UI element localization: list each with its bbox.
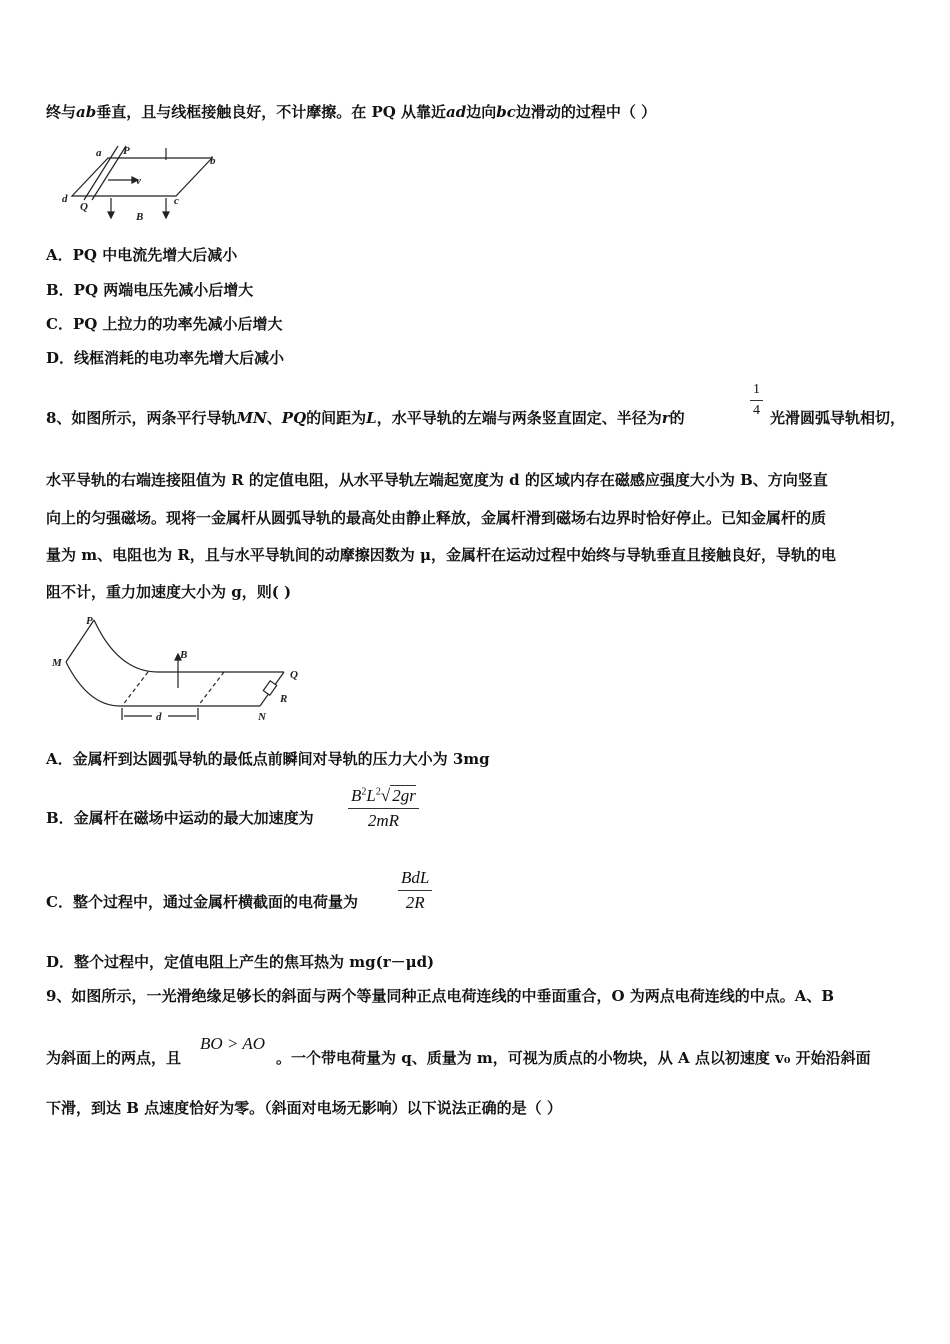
- q8-quarter-den: 4: [753, 403, 760, 418]
- q8-quarter-num: 1: [750, 382, 763, 401]
- q8-rail-mn: MN: [236, 409, 267, 427]
- q7-option-d: D．线框消耗的电功率先增大后减小: [46, 349, 285, 367]
- label-q: Q: [290, 669, 298, 681]
- q7-intro-mid2: 边向: [466, 103, 497, 121]
- b-arrow-2-head: [163, 212, 169, 218]
- q8-line1-a: 8、如图所示，两条平行导轨: [46, 409, 237, 427]
- q8-line5: 阻不计，重力加速度大小为 g，则( ): [46, 583, 292, 601]
- q7-figure: [56, 140, 236, 230]
- q8-option-c-num: BdL: [398, 868, 432, 891]
- q8-option-d: D．整个过程中，定值电阻上产生的焦耳热为 mg(r－μd): [46, 953, 435, 971]
- q7-intro-bc: bc: [496, 103, 516, 121]
- wire-frame: [72, 158, 212, 196]
- q8-l-sup: 2: [375, 786, 381, 798]
- q9-line2-b: 。一个带电荷量为 q、质量为 m，可视为质点的小物块，从 A 点以初速度 v₀ 开始沿斜面: [276, 1049, 871, 1067]
- q7-option-a: A．PQ 中电流先增大后减小: [46, 246, 238, 264]
- q8-line1-d: ，水平导轨的左端与两条竖直固定、半径为: [376, 409, 662, 427]
- q8-line1-end: 光滑圆弧导轨相切，: [770, 409, 906, 427]
- field-left-boundary: [122, 672, 148, 706]
- q8-option-c-text: C．整个过程中，通过金属杆横截面的电荷量为: [46, 893, 358, 911]
- q8-rail-pq: PQ: [281, 409, 307, 427]
- q7-intro-mid1: 垂直，且与线框接触良好，不计摩擦。在 PQ 从靠近: [96, 103, 447, 121]
- q9-line1: 9、如图所示，一光滑绝缘足够长的斜面与两个等量同种正点电荷连线的中垂面重合，O 为两点电荷连线的中点。A、B: [46, 987, 835, 1005]
- q7-option-c: C．PQ 上拉力的功率先减小后增大: [46, 315, 283, 333]
- label-n: N: [258, 711, 266, 723]
- q9-inequality: BO > AO: [200, 1034, 265, 1053]
- rail-pq: [94, 620, 284, 672]
- q8-line1-e: 的: [669, 409, 685, 427]
- label-field-b: B: [180, 649, 188, 661]
- q8-option-b-den: 2mR: [367, 811, 399, 830]
- q8-radius-r: r: [661, 409, 670, 427]
- q9-line2-a: 为斜面上的两点，且: [46, 1049, 182, 1067]
- label-d: d: [62, 193, 68, 205]
- q8-spacing-l: L: [366, 409, 377, 427]
- q8-b-sym: B: [351, 786, 362, 805]
- q8-option-a: A．金属杆到达圆弧导轨的最低点前瞬间对导轨的压力大小为 3mg: [46, 750, 490, 768]
- b-arrow-1-head: [108, 212, 114, 218]
- q8-option-c-den: 2R: [405, 893, 425, 912]
- label-q: Q: [80, 201, 88, 213]
- q8-l-sym: L: [366, 786, 376, 805]
- resistor-r: [263, 681, 276, 695]
- q7-option-b: B．PQ 两端电压先减小后增大: [46, 281, 254, 299]
- field-right-boundary: [198, 672, 224, 706]
- q9-line3: 下滑，到达 B 点速度恰好为零。（斜面对电场无影响）以下说法正确的是（ ）: [46, 1099, 562, 1117]
- q8-line3: 向上的匀强磁场。现将一金属杆从圆弧导轨的最高处由静止释放，金属杆滑到磁场右边界时恰好停止。已知金属杆的质: [46, 509, 827, 527]
- label-d: d: [156, 711, 162, 723]
- q7-intro-ad: ad: [446, 103, 467, 121]
- q8-option-c-fraction: [398, 868, 432, 913]
- label-p: P: [123, 145, 130, 157]
- q7-intro-pre: 终与: [46, 103, 77, 121]
- q8-line1-sep: 、: [266, 409, 282, 427]
- q8-line4: 量为 m、电阻也为 R，且与水平导轨间的动摩擦因数为 μ，金属杆在运动过程中始终与导轨垂直且接触良好，导轨的电: [46, 546, 836, 564]
- label-c: c: [174, 195, 179, 207]
- q8-line1-c: 的间距为: [306, 409, 367, 427]
- q8-option-b-fraction: [348, 786, 419, 831]
- q7-intro-line: [46, 102, 656, 122]
- q8-b-sup: 2: [361, 786, 367, 798]
- label-b: b: [210, 155, 216, 167]
- label-field-b: B: [136, 211, 144, 223]
- q8-line1: [46, 408, 685, 428]
- label-a: a: [96, 147, 102, 159]
- q9-line2: [46, 1048, 181, 1068]
- q8-option-b-num: $B^2L^2√$ 2gr: [348, 786, 419, 809]
- q8-option-b-text: B．金属杆在磁场中运动的最大加速度为: [46, 809, 314, 827]
- q8-line2: 水平导轨的右端连接阻值为 R 的定值电阻，从水平导轨左端起宽度为 d 的区域内存在磁感应强度大小为 B、方向竖直: [46, 471, 828, 489]
- label-m: M: [52, 657, 62, 669]
- q8-sqrt-arg: 2gr: [392, 786, 416, 805]
- q7-intro-ab: ab: [76, 103, 97, 121]
- rail-mn: [66, 662, 260, 706]
- q8-figure: [48, 610, 318, 730]
- q7-intro-post: 边滑动的过程中（ ）: [515, 103, 657, 121]
- q8-quarter-fraction: [750, 382, 763, 419]
- label-v: v: [136, 175, 141, 187]
- label-r: R: [280, 693, 288, 705]
- label-p: P: [86, 615, 93, 627]
